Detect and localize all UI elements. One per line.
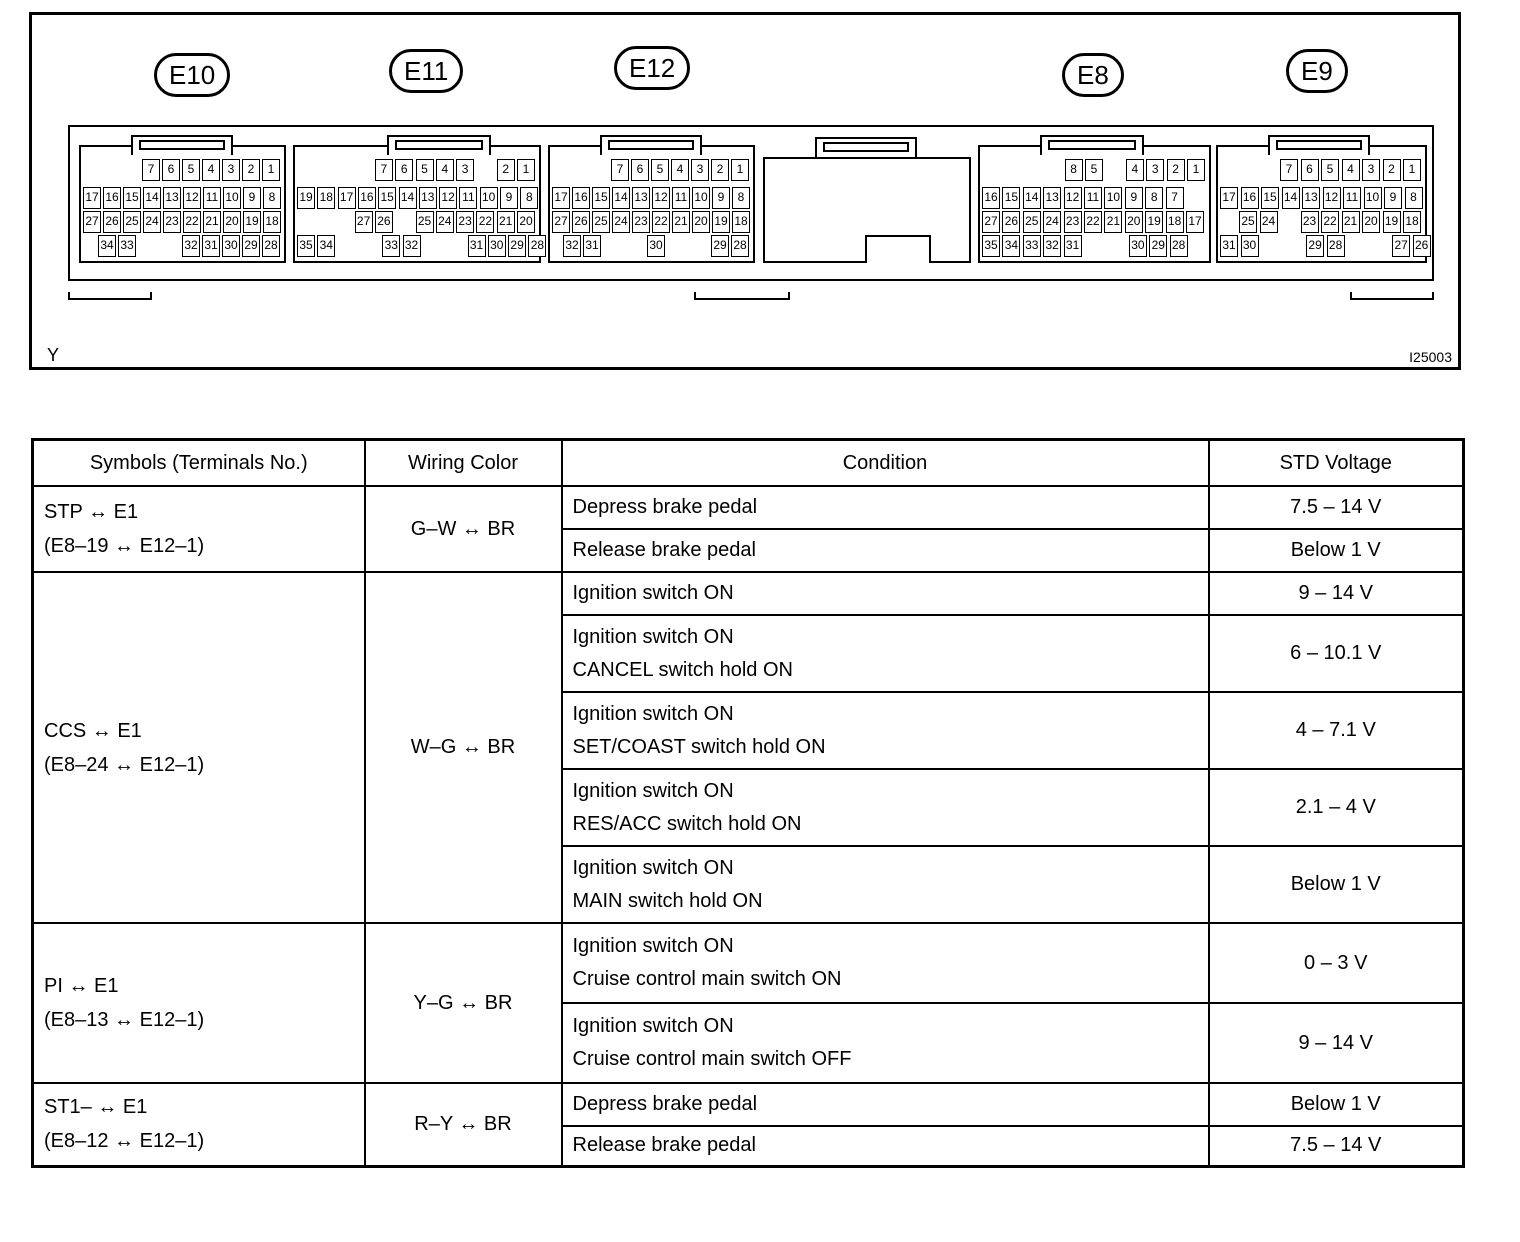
terminal-pin: 28 bbox=[1327, 235, 1345, 257]
terminal-pin: 10 bbox=[480, 187, 498, 209]
terminal-pin: 9 bbox=[1125, 187, 1143, 209]
wiring-color-cell: Y–G ↔ BR bbox=[365, 923, 562, 1083]
condition-cell bbox=[562, 572, 1209, 615]
terminal-pin: 29 bbox=[242, 235, 260, 257]
terminal-pin: 14 bbox=[399, 187, 417, 209]
connector-latch bbox=[387, 135, 491, 155]
table-row bbox=[33, 1083, 1464, 1126]
terminal-pin: 22 bbox=[476, 211, 494, 233]
terminal-pin: 33 bbox=[118, 235, 136, 257]
connector-label-e12: E12 bbox=[614, 46, 690, 90]
terminal-pin: 2 bbox=[242, 159, 260, 181]
terminal-pin: 19 bbox=[712, 211, 730, 233]
terminal-pin: 13 bbox=[632, 187, 650, 209]
terminal-pin: 19 bbox=[1145, 211, 1163, 233]
terminal-pin: 29 bbox=[508, 235, 526, 257]
terminal-numbers: (E8–24 ↔ E12–1) bbox=[44, 753, 205, 776]
terminal-pin: 32 bbox=[403, 235, 421, 257]
terminal-pin: 28 bbox=[528, 235, 546, 257]
terminal-pin: 34 bbox=[317, 235, 335, 257]
voltage-cell: 6 – 10.1 V bbox=[1209, 615, 1464, 692]
symbol-pair: PI ↔ E1 bbox=[44, 975, 119, 997]
condition-line: Cruise control main switch OFF bbox=[572, 1048, 852, 1070]
wiring-color-cell: W–G ↔ BR bbox=[365, 572, 562, 923]
terminal-pin: 15 bbox=[592, 187, 610, 209]
terminal-pin: 6 bbox=[631, 159, 649, 181]
terminal-pin: 9 bbox=[500, 187, 518, 209]
terminal-pin: 9 bbox=[243, 187, 261, 209]
terminal-pin: 18 bbox=[1166, 211, 1184, 233]
terminal-pin: 18 bbox=[317, 187, 335, 209]
condition-line: Ignition switch ON bbox=[572, 702, 734, 725]
terminal-pin: 24 bbox=[1260, 211, 1278, 233]
terminal-pin: 12 bbox=[652, 187, 670, 209]
table-header-row bbox=[33, 440, 1464, 487]
terminal-pin: 33 bbox=[382, 235, 400, 257]
terminal-pin: 23 bbox=[632, 211, 650, 233]
terminal-pin: 24 bbox=[612, 211, 630, 233]
terminal-pin: 7 bbox=[1166, 187, 1184, 209]
condition-line: CANCEL switch hold ON bbox=[572, 658, 793, 681]
terminal-pin: 19 bbox=[243, 211, 261, 233]
header-symbols: Symbols (Terminals No.) bbox=[33, 440, 365, 487]
terminal-pin: 5 bbox=[416, 159, 434, 181]
voltage-cell: 2.1 – 4 V bbox=[1209, 769, 1464, 846]
terminal-pin: 20 bbox=[223, 211, 241, 233]
symbol-pair: STP ↔ E1 bbox=[44, 501, 139, 523]
header-condition: Condition bbox=[562, 440, 1209, 487]
terminal-pin: 4 bbox=[436, 159, 454, 181]
terminal-pin: 10 bbox=[692, 187, 710, 209]
terminal-pin: 7 bbox=[611, 159, 629, 181]
terminal-pin: 20 bbox=[517, 211, 535, 233]
corner-letter: Y bbox=[47, 345, 60, 365]
terminal-pin: 2 bbox=[711, 159, 729, 181]
terminal-pin: 1 bbox=[731, 159, 749, 181]
terminal-pin: 27 bbox=[1392, 235, 1410, 257]
terminal-pin: 12 bbox=[1323, 187, 1341, 209]
terminal-pin: 26 bbox=[1002, 211, 1020, 233]
terminal-pin: 2 bbox=[1383, 159, 1401, 181]
terminal-pin: 8 bbox=[1405, 187, 1423, 209]
terminal-pin: 8 bbox=[1145, 187, 1163, 209]
terminal-pin: 26 bbox=[103, 211, 121, 233]
terminal-pin: 31 bbox=[1220, 235, 1238, 257]
terminal-pin: 22 bbox=[1321, 211, 1339, 233]
terminal-pin: 28 bbox=[731, 235, 749, 257]
terminal-pin: 11 bbox=[1343, 187, 1361, 209]
voltage-cell: Below 1 V bbox=[1209, 529, 1464, 572]
condition-line: Cruise control main switch ON bbox=[572, 968, 842, 990]
condition-line: Ignition switch ON bbox=[572, 779, 734, 802]
header-wiring-color: Wiring Color bbox=[365, 440, 562, 487]
connector-e12 bbox=[548, 145, 755, 263]
terminal-pin: 9 bbox=[1384, 187, 1402, 209]
terminal-pin: 31 bbox=[202, 235, 220, 257]
connector-latch bbox=[815, 137, 917, 157]
terminal-pin: 8 bbox=[732, 187, 750, 209]
terminal-pin: 3 bbox=[1362, 159, 1380, 181]
terminal-pin: 4 bbox=[1126, 159, 1144, 181]
terminal-pin: 14 bbox=[143, 187, 161, 209]
terminal-pin: 27 bbox=[552, 211, 570, 233]
terminal-pin: 34 bbox=[98, 235, 116, 257]
connector-latch bbox=[1268, 135, 1370, 155]
terminal-pin: 7 bbox=[142, 159, 160, 181]
terminal-pin: 27 bbox=[355, 211, 373, 233]
terminal-pin: 29 bbox=[1306, 235, 1324, 257]
terminal-pin: 14 bbox=[1282, 187, 1300, 209]
terminal-pin: 26 bbox=[375, 211, 393, 233]
voltage-spec-table bbox=[31, 438, 1465, 1168]
terminal-pin: 21 bbox=[497, 211, 515, 233]
terminal-pin: 8 bbox=[520, 187, 538, 209]
symbol-pair: CCS ↔ E1 bbox=[44, 719, 142, 742]
condition-line: RES/ACC switch hold ON bbox=[572, 812, 802, 835]
voltage-cell: 9 – 14 V bbox=[1209, 572, 1464, 615]
terminal-pin: 25 bbox=[592, 211, 610, 233]
terminal-pin: 7 bbox=[375, 159, 393, 181]
terminal-numbers: (E8–12 ↔ E12–1) bbox=[44, 1130, 205, 1153]
terminal-pin: 21 bbox=[203, 211, 221, 233]
wiring-color-cell: G–W ↔ BR bbox=[365, 486, 562, 572]
condition-line: MAIN switch hold ON bbox=[572, 889, 763, 912]
figure-id: I25003 bbox=[1409, 349, 1452, 365]
terminal-pin: 1 bbox=[1187, 159, 1205, 181]
terminal-pin: 21 bbox=[672, 211, 690, 233]
terminal-pin: 6 bbox=[162, 159, 180, 181]
terminal-pin: 24 bbox=[1043, 211, 1061, 233]
housing-tab bbox=[1350, 292, 1434, 300]
terminal-pin: 29 bbox=[1149, 235, 1167, 257]
terminal-pin: 24 bbox=[143, 211, 161, 233]
terminal-pin: 19 bbox=[1383, 211, 1401, 233]
terminal-pin: 23 bbox=[1064, 211, 1082, 233]
terminal-pin: 17 bbox=[552, 187, 570, 209]
terminal-pin: 20 bbox=[1125, 211, 1143, 233]
condition-cell bbox=[562, 923, 1209, 1003]
voltage-cell: Below 1 V bbox=[1209, 846, 1464, 923]
header-std-voltage: STD Voltage bbox=[1209, 440, 1464, 487]
terminal-pin: 1 bbox=[1403, 159, 1421, 181]
terminal-pin: 21 bbox=[1342, 211, 1360, 233]
condition-cell bbox=[562, 692, 1209, 769]
terminal-pin: 4 bbox=[671, 159, 689, 181]
condition-cell bbox=[562, 486, 1209, 529]
terminal-pin: 15 bbox=[378, 187, 396, 209]
wiring-color-cell: R–Y ↔ BR bbox=[365, 1083, 562, 1166]
condition-line: Depress brake pedal bbox=[572, 1093, 758, 1115]
terminal-pin: 18 bbox=[1403, 211, 1421, 233]
terminal-pin: 35 bbox=[297, 235, 315, 257]
terminal-pin: 7 bbox=[1280, 159, 1298, 181]
terminal-pin: 17 bbox=[1220, 187, 1238, 209]
terminal-pin: 15 bbox=[1002, 187, 1020, 209]
terminal-pin: 8 bbox=[263, 187, 281, 209]
terminal-pin: 32 bbox=[182, 235, 200, 257]
terminal-pin: 12 bbox=[183, 187, 201, 209]
voltage-cell: 7.5 – 14 V bbox=[1209, 486, 1464, 529]
connector-label-e10: E10 bbox=[154, 53, 230, 97]
symbol-cell bbox=[33, 486, 365, 572]
terminal-pin: 20 bbox=[692, 211, 710, 233]
terminal-pin: 16 bbox=[358, 187, 376, 209]
terminal-pin: 30 bbox=[1241, 235, 1259, 257]
terminal-pin: 12 bbox=[1064, 187, 1082, 209]
voltage-cell: 4 – 7.1 V bbox=[1209, 692, 1464, 769]
terminal-pin: 13 bbox=[419, 187, 437, 209]
condition-cell bbox=[562, 1083, 1209, 1126]
terminal-pin: 11 bbox=[672, 187, 690, 209]
condition-cell bbox=[562, 1126, 1209, 1166]
terminal-pin: 2 bbox=[497, 159, 515, 181]
condition-cell bbox=[562, 1003, 1209, 1083]
housing-tab bbox=[68, 292, 152, 300]
terminal-pin: 6 bbox=[395, 159, 413, 181]
terminal-pin: 30 bbox=[222, 235, 240, 257]
terminal-pin: 6 bbox=[1301, 159, 1319, 181]
terminal-pin: 25 bbox=[1023, 211, 1041, 233]
terminal-pin: 30 bbox=[488, 235, 506, 257]
terminal-numbers: (E8–19 ↔ E12–1) bbox=[44, 535, 205, 557]
terminal-pin: 3 bbox=[222, 159, 240, 181]
connector-e11 bbox=[293, 145, 545, 263]
condition-cell bbox=[562, 615, 1209, 692]
voltage-cell: 0 – 3 V bbox=[1209, 923, 1464, 1003]
terminal-pin: 16 bbox=[103, 187, 121, 209]
terminal-pin: 1 bbox=[262, 159, 280, 181]
terminal-pin: 8 bbox=[1065, 159, 1083, 181]
terminal-pin: 34 bbox=[1002, 235, 1020, 257]
terminal-pin: 10 bbox=[1364, 187, 1382, 209]
terminal-pin: 5 bbox=[182, 159, 200, 181]
terminal-pin: 18 bbox=[263, 211, 281, 233]
terminal-pin: 30 bbox=[1129, 235, 1147, 257]
terminal-pin: 16 bbox=[982, 187, 1000, 209]
symbol-cell bbox=[33, 1083, 365, 1166]
terminal-pin: 23 bbox=[456, 211, 474, 233]
terminal-pin: 33 bbox=[1023, 235, 1041, 257]
voltage-cell: Below 1 V bbox=[1209, 1083, 1464, 1126]
terminal-pin: 23 bbox=[163, 211, 181, 233]
terminal-pin: 11 bbox=[1084, 187, 1102, 209]
terminal-pin: 22 bbox=[183, 211, 201, 233]
terminal-pin: 14 bbox=[1023, 187, 1041, 209]
terminal-pin: 30 bbox=[647, 235, 665, 257]
terminal-pin: 28 bbox=[1170, 235, 1188, 257]
condition-line: Ignition switch ON bbox=[572, 625, 734, 648]
terminal-pin: 25 bbox=[123, 211, 141, 233]
terminal-pin: 27 bbox=[83, 211, 101, 233]
terminal-pin: 22 bbox=[652, 211, 670, 233]
terminal-numbers: (E8–13 ↔ E12–1) bbox=[44, 1009, 205, 1031]
symbol-pair: ST1– ↔ E1 bbox=[44, 1096, 148, 1119]
condition-line: Depress brake pedal bbox=[572, 496, 758, 518]
terminal-pin: 27 bbox=[982, 211, 1000, 233]
table-row bbox=[33, 572, 1464, 615]
terminal-pin: 14 bbox=[612, 187, 630, 209]
condition-cell bbox=[562, 529, 1209, 572]
condition-line: Ignition switch ON bbox=[572, 935, 734, 957]
terminal-pin: 9 bbox=[712, 187, 730, 209]
terminal-pin: 3 bbox=[1146, 159, 1164, 181]
terminal-pin: 24 bbox=[436, 211, 454, 233]
terminal-pin: 2 bbox=[1167, 159, 1185, 181]
terminal-pin: 19 bbox=[297, 187, 315, 209]
terminal-pin: 22 bbox=[1084, 211, 1102, 233]
terminal-pin: 26 bbox=[572, 211, 590, 233]
housing-tab bbox=[694, 292, 790, 300]
symbol-cell bbox=[33, 572, 365, 923]
terminal-pin: 32 bbox=[1043, 235, 1061, 257]
terminal-pin: 13 bbox=[1043, 187, 1061, 209]
terminal-pin: 15 bbox=[1261, 187, 1279, 209]
condition-line: Ignition switch ON bbox=[572, 1015, 734, 1037]
condition-cell bbox=[562, 769, 1209, 846]
terminal-pin: 17 bbox=[83, 187, 101, 209]
table-row bbox=[33, 923, 1464, 1003]
connector-label-e9: E9 bbox=[1286, 49, 1348, 93]
terminal-pin: 4 bbox=[1342, 159, 1360, 181]
terminal-pin: 16 bbox=[1241, 187, 1259, 209]
terminal-pin: 17 bbox=[338, 187, 356, 209]
connector-diagram bbox=[29, 12, 1461, 370]
condition-line: Ignition switch ON bbox=[572, 582, 734, 604]
terminal-pin: 5 bbox=[1085, 159, 1103, 181]
terminal-pin: 10 bbox=[223, 187, 241, 209]
connector-latch bbox=[131, 135, 233, 155]
terminal-pin: 13 bbox=[163, 187, 181, 209]
terminal-pin: 28 bbox=[262, 235, 280, 257]
connector-e8 bbox=[978, 145, 1211, 263]
symbol-cell bbox=[33, 923, 365, 1083]
terminal-pin: 21 bbox=[1104, 211, 1122, 233]
terminal-pin: 5 bbox=[651, 159, 669, 181]
terminal-pin: 4 bbox=[202, 159, 220, 181]
terminal-pin: 31 bbox=[1064, 235, 1082, 257]
terminal-pin: 18 bbox=[732, 211, 750, 233]
connector-key bbox=[865, 235, 931, 263]
connector-latch bbox=[600, 135, 702, 155]
condition-line: SET/COAST switch hold ON bbox=[572, 735, 826, 758]
terminal-pin: 3 bbox=[691, 159, 709, 181]
terminal-pin: 10 bbox=[1104, 187, 1122, 209]
terminal-pin: 11 bbox=[203, 187, 221, 209]
connector-label-e11: E11 bbox=[389, 49, 463, 93]
terminal-pin: 35 bbox=[982, 235, 1000, 257]
terminal-pin: 13 bbox=[1302, 187, 1320, 209]
table-row bbox=[33, 486, 1464, 529]
terminal-pin: 25 bbox=[416, 211, 434, 233]
terminal-pin: 16 bbox=[572, 187, 590, 209]
connector-e10 bbox=[79, 145, 286, 263]
terminal-pin: 32 bbox=[563, 235, 581, 257]
terminal-pin: 31 bbox=[468, 235, 486, 257]
terminal-pin: 12 bbox=[439, 187, 457, 209]
condition-line: Ignition switch ON bbox=[572, 856, 734, 879]
voltage-cell: 9 – 14 V bbox=[1209, 1003, 1464, 1083]
terminal-pin: 23 bbox=[1301, 211, 1319, 233]
connector-label-e8: E8 bbox=[1062, 53, 1124, 97]
terminal-pin: 25 bbox=[1239, 211, 1257, 233]
terminal-pin: 11 bbox=[459, 187, 477, 209]
connector-e9 bbox=[1216, 145, 1427, 263]
connector-latch bbox=[1040, 135, 1144, 155]
unused-connector bbox=[763, 157, 971, 263]
terminal-pin: 31 bbox=[583, 235, 601, 257]
terminal-pin: 29 bbox=[711, 235, 729, 257]
terminal-pin: 26 bbox=[1413, 235, 1431, 257]
terminal-pin: 3 bbox=[456, 159, 474, 181]
terminal-pin: 20 bbox=[1362, 211, 1380, 233]
voltage-cell: 7.5 – 14 V bbox=[1209, 1126, 1464, 1166]
condition-line: Release brake pedal bbox=[572, 539, 756, 561]
condition-cell bbox=[562, 846, 1209, 923]
terminal-pin: 1 bbox=[517, 159, 535, 181]
terminal-pin: 5 bbox=[1321, 159, 1339, 181]
terminal-pin: 15 bbox=[123, 187, 141, 209]
condition-line: Release brake pedal bbox=[572, 1134, 756, 1157]
terminal-pin: 17 bbox=[1186, 211, 1204, 233]
